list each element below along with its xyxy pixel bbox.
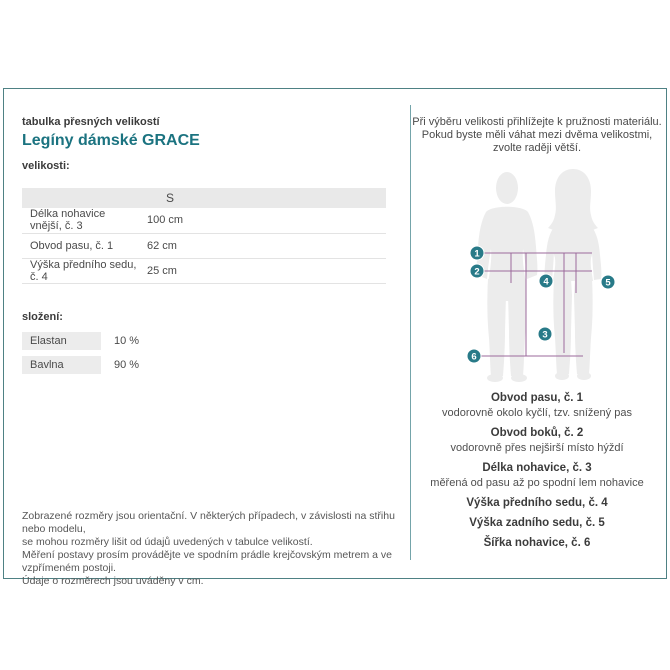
row-value: 62 cm xyxy=(140,233,200,258)
composition-table xyxy=(22,332,386,380)
legend-title: Délka nohavice, č. 3 xyxy=(482,462,592,474)
size-table xyxy=(22,188,386,284)
legend-title: Obvod pasu, č. 1 xyxy=(490,392,584,404)
row-label: Obvod pasu, č. 1 xyxy=(22,233,140,258)
legend-desc: vodorovně přes nejširší místo hýždí xyxy=(450,442,624,454)
table-row xyxy=(22,258,386,283)
fit-note-line: zvolte raději větší. xyxy=(492,142,582,154)
measurement-legend xyxy=(411,391,663,556)
size-table-header-row xyxy=(22,188,386,208)
marker-5 xyxy=(601,275,615,289)
row-spacer xyxy=(200,233,386,258)
legend-item xyxy=(411,461,663,491)
legend-item xyxy=(411,496,663,511)
legend-item xyxy=(411,516,663,531)
legend-desc: vodorovně okolo kyčlí, tzv. snížený pas xyxy=(442,407,632,419)
fit-note xyxy=(411,116,663,155)
marker-6 xyxy=(467,349,481,363)
size-column-header: S xyxy=(140,188,200,208)
table-row xyxy=(22,208,386,233)
disclaimer-line: se mohou rozměry lišit od údajů uvedených v tabulce velikostí. xyxy=(22,536,313,548)
size-table-spacer xyxy=(200,188,386,208)
disclaimer-line: Údaje o rozměrech jsou uváděny v cm. xyxy=(22,575,204,587)
disclaimer-line: Zobrazené rozměry jsou orientační. V některých případech, v závislosti na střihu nebo modelu, xyxy=(22,510,395,535)
row-value: 25 cm xyxy=(140,258,200,283)
row-label: Výška předního sedu, č. 4 xyxy=(22,258,140,283)
svg-text:5: 5 xyxy=(605,277,611,289)
legend-title: Výška zadního sedu, č. 5 xyxy=(469,517,605,529)
product-title: Legíny dámské GRACE xyxy=(22,132,200,149)
figure-back-silhouette xyxy=(545,169,602,380)
marker-3 xyxy=(538,327,552,341)
row-spacer xyxy=(200,258,386,283)
row-label: Délka nohavice vnější, č. 3 xyxy=(22,208,140,233)
svg-text:1: 1 xyxy=(474,248,480,260)
svg-text:2: 2 xyxy=(474,266,480,278)
legend-title: Obvod boků, č. 2 xyxy=(490,427,584,439)
fit-note-line: Pokud byste měli váhat mezi dvěma velikostmi, xyxy=(421,129,653,141)
legend-title: Šířka nohavice, č. 6 xyxy=(483,537,591,549)
row-spacer xyxy=(200,208,386,233)
percent-cell: 10 % xyxy=(114,335,140,347)
marker-4 xyxy=(539,274,553,288)
legend-item xyxy=(411,391,663,421)
sizes-heading: velikosti: xyxy=(22,160,70,172)
svg-text:3: 3 xyxy=(542,329,548,341)
disclaimer xyxy=(22,510,402,588)
fit-note-line: Při výběru velikosti přihlížejte k pružnosti materiálu. xyxy=(412,116,662,128)
legend-desc: měřená od pasu až po spodní lem nohavice xyxy=(430,477,644,489)
composition-row xyxy=(22,332,386,350)
row-value: 100 cm xyxy=(140,208,200,233)
figure-front-silhouette xyxy=(477,172,538,382)
material-cell: Elastan xyxy=(22,332,101,350)
svg-text:4: 4 xyxy=(543,276,549,288)
percent-cell: 90 % xyxy=(114,359,140,371)
marker-1 xyxy=(470,246,484,260)
marker-2 xyxy=(470,264,484,278)
page-subtitle: tabulka přesných velikostí xyxy=(22,116,160,128)
table-row xyxy=(22,233,386,258)
legend-title: Výška předního sedu, č. 4 xyxy=(466,497,608,509)
composition-heading: složení: xyxy=(22,311,63,323)
disclaimer-line: Měření postavy prosím provádějte ve spodním prádle krejčovským metrem a ve vzpřímeném postoji. xyxy=(22,549,392,574)
size-table-corner-cell xyxy=(22,188,140,208)
svg-text:6: 6 xyxy=(471,351,477,363)
composition-row xyxy=(22,356,386,374)
legend-item xyxy=(411,426,663,456)
legend-item xyxy=(411,536,663,551)
material-cell: Bavlna xyxy=(22,356,101,374)
size-chart-box xyxy=(3,88,667,587)
size-diagram xyxy=(415,163,665,393)
